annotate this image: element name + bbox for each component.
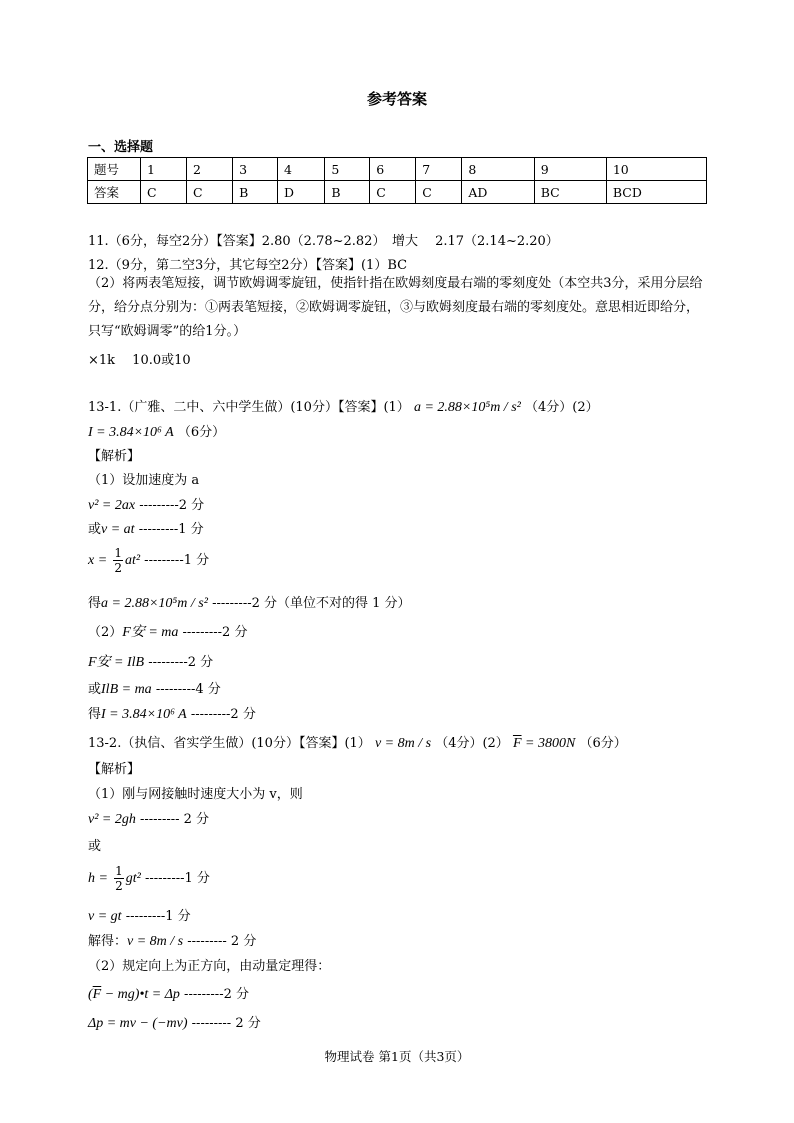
q13-1-answer-a-score: （4分）(2） xyxy=(525,400,599,415)
table-cell: 答案 xyxy=(88,181,141,204)
q13-1-answer-a: a = 2.88×10⁵m / s² xyxy=(413,400,521,415)
equation-right: gt² xyxy=(125,871,141,886)
score-note: ---------2 分 xyxy=(144,655,214,670)
q13-2-step2: （2）规定向上为正方向，由动量定理得： xyxy=(88,959,331,974)
denominator: 2 xyxy=(115,879,123,893)
q13-2-eq3 xyxy=(88,905,191,925)
table-cell: B xyxy=(325,181,370,204)
q11-answer: 11.（6分，每空2分）【答案】2.80（2.78~2.82） 增大 2.17（2.14~2.20） xyxy=(88,234,559,249)
q13-1-eq4 xyxy=(88,592,411,612)
score-note: ---------2 分（单位不对的得 1 分） xyxy=(207,596,411,611)
q13-1-answer-line2 xyxy=(88,421,225,441)
denominator: 2 xyxy=(114,561,122,575)
equation-left: h = xyxy=(88,871,108,886)
prefix: 得 xyxy=(88,707,102,722)
fraction xyxy=(114,864,124,893)
fraction xyxy=(113,546,123,575)
prefix: 得 xyxy=(88,596,102,611)
table-cell: C xyxy=(187,181,233,204)
page-title: 参考答案 xyxy=(366,90,427,108)
answer-table xyxy=(87,157,707,204)
table-cell: 1 xyxy=(141,158,187,181)
prefix: 解得： xyxy=(88,934,128,949)
q13-2-eq5 xyxy=(88,983,249,1003)
prefix: 或 xyxy=(88,682,102,697)
table-cell: BCD xyxy=(606,181,706,204)
equation: F安 = ma xyxy=(122,625,179,640)
table-row xyxy=(88,158,707,181)
equation: v = 8m / s xyxy=(127,934,184,949)
numerator: 1 xyxy=(114,546,122,560)
q13-2-or: 或 xyxy=(88,839,102,854)
table-cell: 9 xyxy=(534,158,606,181)
equation: Δp = mv − (−mv) xyxy=(88,1016,188,1031)
score-note: ---------2 分 xyxy=(186,707,256,722)
equation-right: at² xyxy=(124,553,141,568)
q13-2-step1: （1）刚与网接触时速度大小为 v，则 xyxy=(88,787,303,802)
table-cell: AD xyxy=(462,181,534,204)
score-note: ---------1 分 xyxy=(121,909,191,924)
prefix: 或 xyxy=(88,522,102,537)
q13-2-eq2 xyxy=(88,864,210,893)
q13-1-eq3 xyxy=(88,546,209,575)
equation: IlB = ma xyxy=(101,682,152,697)
equation: v² = 2ax xyxy=(88,498,136,513)
table-cell: D xyxy=(278,181,325,204)
table-cell: C xyxy=(141,181,187,204)
table-row xyxy=(88,181,707,204)
q13-2-eq4 xyxy=(88,930,256,950)
equation: v = gt xyxy=(88,909,122,924)
prefix: （2） xyxy=(88,625,123,640)
q13-1-eq1 xyxy=(88,494,204,514)
q13-2-eq1 xyxy=(88,808,209,828)
equation: v² = 2gh xyxy=(88,812,136,827)
score-note: ---------1 分 xyxy=(134,522,204,537)
score-note: ---------1 分 xyxy=(140,871,210,886)
section-heading-choice: 一、选择题 xyxy=(88,140,154,155)
q13-1-eq5 xyxy=(88,621,247,641)
table-cell: 6 xyxy=(370,158,416,181)
equation: − mg)•t = Δp xyxy=(101,987,180,1002)
q13-2-answer-v-score: （4分）(2） xyxy=(435,736,509,751)
table-cell: C xyxy=(416,181,462,204)
q13-1-step1: （1）设加速度为 a xyxy=(88,473,200,488)
q13-2-answer-f-score: （6分） xyxy=(579,736,627,751)
q13-1-eq2 xyxy=(88,518,204,538)
q13-1-analysis-label: 【解析】 xyxy=(88,449,141,464)
q13-1-eq8 xyxy=(88,703,256,723)
score-note: --------- 2 分 xyxy=(183,934,257,949)
score-note: ---------4 分 xyxy=(151,682,221,697)
q13-2-answer-v: v = 8m / s xyxy=(374,736,432,751)
equation-bar: $\overline{F}$ xyxy=(92,987,102,1002)
q13-1-eq7 xyxy=(88,678,221,698)
score-note: --------- 2 分 xyxy=(135,812,210,827)
table-cell: 4 xyxy=(278,158,325,181)
q12-answer-line1: 12.（9分，第二空3分，其它每空2分）【答案】(1）BC xyxy=(88,258,408,273)
q13-1-header-text: 13-1.（广雅、二中、六中学生做）(10分）【答案】(1） xyxy=(88,400,410,415)
equation: v = at xyxy=(101,522,135,537)
score-note: ---------2 分 xyxy=(178,625,248,640)
score-note: ---------2 分 xyxy=(135,498,205,513)
table-cell: 7 xyxy=(416,158,462,181)
table-cell: 5 xyxy=(325,158,370,181)
q13-2-eq6 xyxy=(88,1012,261,1032)
table-cell: 2 xyxy=(187,158,233,181)
q13-1-answer-i-score: （6分） xyxy=(177,425,226,440)
q13-2-analysis-label: 【解析】 xyxy=(88,762,141,777)
table-cell: 3 xyxy=(233,158,278,181)
score-note: ---------2 分 xyxy=(179,987,249,1002)
q12-answer-line2: （2）将两表笔短接，调节欧姆调零旋钮，使指针指在欧姆刻度最右端的零刻度处（本空共3分，采用分层给分，给分点分别为：①两表笔短接，②欧姆调零旋钮，③与欧姆刻度最右端的零刻度处。意思相近即给分，只写“欧姆调零”的给1分。） xyxy=(88,276,703,339)
q13-1-answer-i: I = 3.84×10⁶ A xyxy=(88,425,174,440)
score-note: --------- 2 分 xyxy=(187,1016,261,1031)
table-cell: 10 xyxy=(606,158,706,181)
page-footer: 物理试卷 第1页（共3页） xyxy=(324,1049,470,1064)
table-cell: 题号 xyxy=(88,158,141,181)
equation-open: ( xyxy=(88,987,93,1002)
q12-answer-line3: ×1k 10.0或10 xyxy=(88,353,191,368)
q13-2-header-text: 13-2.（执信、省实学生做）(10分）【答案】(1） xyxy=(88,736,371,751)
table-cell: C xyxy=(370,181,416,204)
table-cell: B xyxy=(233,181,278,204)
equation: a = 2.88×10⁵m / s² xyxy=(101,596,208,611)
q13-1-eq6 xyxy=(88,651,213,671)
equation-left: x = xyxy=(88,553,108,568)
q13-2-header xyxy=(88,732,627,752)
q13-2-answer-f-bar: $\overline{F}$ xyxy=(512,736,522,751)
q13-1-header xyxy=(88,396,599,416)
table-cell: BC xyxy=(534,181,606,204)
equation: I = 3.84×10⁶ A xyxy=(101,707,187,722)
equation: F安 = IlB xyxy=(88,655,145,670)
table-cell: 8 xyxy=(462,158,534,181)
q13-2-answer-f: = 3800N xyxy=(521,736,576,751)
numerator: 1 xyxy=(115,864,123,878)
score-note: ---------1 分 xyxy=(140,553,210,568)
